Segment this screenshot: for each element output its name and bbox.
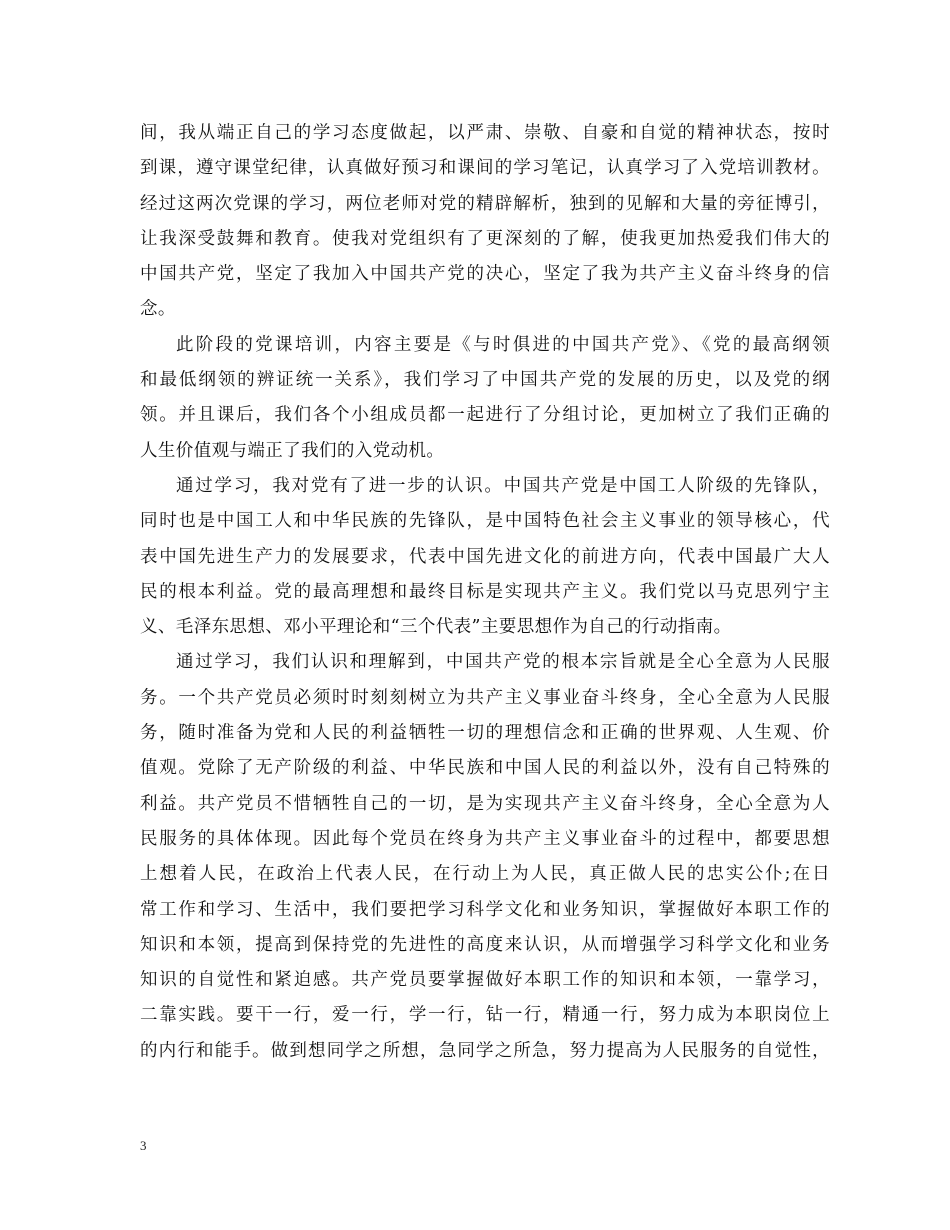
text-line: 二靠实践。要干一行，爱一行，学一行，钻一行，精通一行，努力成为本职岗位上 bbox=[140, 1005, 830, 1026]
paragraph-first-line: 此阶段的党课培训，内容主要是《与时俱进的中国共产党》、《党的最高纲领 bbox=[176, 334, 830, 355]
text-line: 值观。党除了无产阶级的利益、中华民族和中国人民的利益以外，没有自己特殊的 bbox=[140, 758, 830, 779]
text-line: 让我深受鼓舞和教育。使我对党组织有了更深刻的了解，使我更加热爱我们伟大的 bbox=[140, 228, 830, 249]
text-line: 领。并且课后，我们各个小组成员都一起进行了分组讨论，更加树立了我们正确的 bbox=[140, 405, 830, 426]
text-line: 的内行和能手。做到想同学之所想，急同学之所急，努力提高为人民服务的自觉性， bbox=[140, 1040, 830, 1061]
body-text bbox=[140, 116, 830, 1069]
text-line: 民服务的具体体现。因此每个党员在终身为共产主义事业奋斗的过程中，都要思想 bbox=[140, 828, 830, 849]
text-line: 间，我从端正自己的学习态度做起，以严肃、崇敬、自豪和自觉的精神状态，按时 bbox=[140, 123, 830, 143]
paragraph-first-line: 通过学习，我对党有了进一步的认识。中国共产党是中国工人阶级的先锋队， bbox=[176, 475, 830, 496]
text-line: 到课，遵守课堂纪律，认真做好预习和课间的学习笔记，认真学习了入党培训教材。 bbox=[140, 158, 830, 179]
text-line: 中国共产党，坚定了我加入中国共产党的决心，坚定了我为共产主义奋斗终身的信 bbox=[140, 264, 830, 285]
text-line: 利益。共产党员不惜牺牲自己的一切，是为实现共产主义奋斗终身，全心全意为人 bbox=[140, 793, 830, 814]
text-line: 知识的自觉性和紧迫感。共产党员要掌握做好本职工作的知识和本领，一靠学习， bbox=[140, 970, 830, 991]
text-line: 同时也是中国工人和中华民族的先锋队，是中国特色社会主义事业的领导核心，代 bbox=[140, 511, 830, 532]
text-line: 和最低纲领的辨证统一关系》，我们学习了中国共产党的发展的历史，以及党的纲 bbox=[140, 370, 830, 391]
text-line: 常工作和学习、生活中，我们要把学习科学文化和业务知识，掌握做好本职工作的 bbox=[140, 899, 830, 920]
paragraph-first-line: 通过学习，我们认识和理解到，中国共产党的根本宗旨就是全心全意为人民服 bbox=[176, 652, 830, 673]
text-line: 务。一个共产党员必须时时刻刻树立为共产主义事业奋斗终身，全心全意为人民服 bbox=[140, 687, 830, 708]
text-line: 民的根本利益。党的最高理想和最终目标是实现共产主义。我们党以马克思列宁主 bbox=[140, 581, 830, 602]
text-line: 上想着人民，在政治上代表人民，在行动上为人民，真正做人民的忠实公仆;在日 bbox=[140, 864, 830, 885]
page-number: 3 bbox=[140, 1138, 147, 1153]
text-line: 经过这两次党课的学习，两位老师对党的精辟解析，独到的见解和大量的旁征博引， bbox=[140, 193, 830, 214]
text-line: 知识和本领，提高到保持党的先进性的高度来认识，从而增强学习科学文化和业务 bbox=[140, 934, 830, 955]
text-line: 务，随时准备为党和人民的利益牺牲一切的理想信念和正确的世界观、人生观、价 bbox=[140, 723, 830, 744]
text-line: 念。 bbox=[140, 299, 176, 320]
text-line: 人生价值观与端正了我们的入党动机。 bbox=[140, 440, 445, 461]
text-line: 义、毛泽东思想、邓小平理论和“三个代表”主要思想作为自己的行动指南。 bbox=[140, 617, 732, 638]
text-line: 表中国先进生产力的发展要求，代表中国先进文化的前进方向，代表中国最广大人 bbox=[140, 546, 830, 567]
